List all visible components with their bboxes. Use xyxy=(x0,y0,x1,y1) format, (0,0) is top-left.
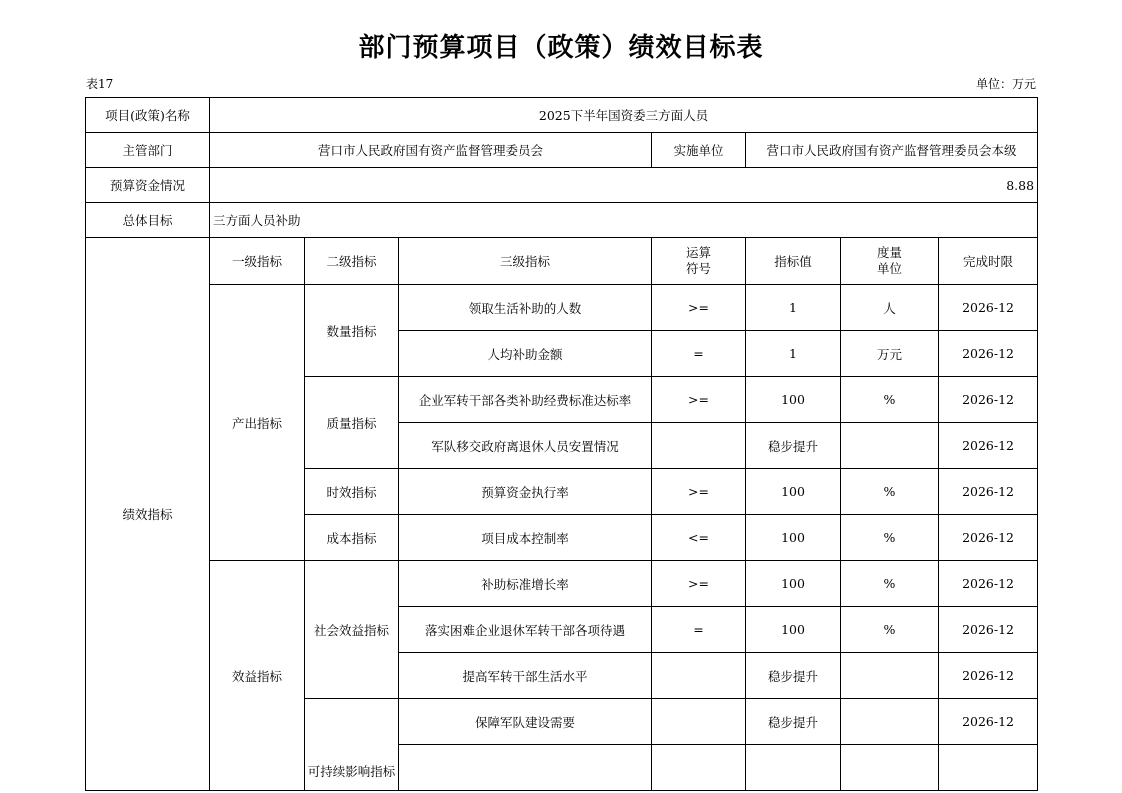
project-name: 2025下半年国资委三方面人员 xyxy=(210,98,1038,133)
header-op-line2: 符号 xyxy=(685,261,711,276)
level2-cost: 成本指标 xyxy=(305,515,399,561)
header-level1: 一级指标 xyxy=(210,238,305,285)
indicator-name xyxy=(399,745,652,791)
table-row xyxy=(86,561,1038,607)
level2-timeliness: 时效指标 xyxy=(305,469,399,515)
budget-row xyxy=(86,168,1038,203)
header-op xyxy=(652,238,746,285)
indicator-value: 100 xyxy=(746,561,841,607)
indicator-op: >= xyxy=(652,561,746,607)
indicator-name: 项目成本控制率 xyxy=(399,515,652,561)
indicator-deadline: 2026-12 xyxy=(939,285,1038,331)
indicator-value: 100 xyxy=(746,515,841,561)
goal-row xyxy=(86,203,1038,238)
indicator-unit xyxy=(841,745,939,791)
level1-benefit: 效益指标 xyxy=(210,561,305,791)
level1-output: 产出指标 xyxy=(210,285,305,561)
indicator-op: = xyxy=(652,331,746,377)
impl-name: 营口市人民政府国有资产监督管理委员会本级 xyxy=(746,133,1038,168)
indicator-name: 提高军转干部生活水平 xyxy=(399,653,652,699)
header-row xyxy=(86,238,1038,285)
header-deadline: 完成时限 xyxy=(939,238,1038,285)
indicator-name: 预算资金执行率 xyxy=(399,469,652,515)
performance-table xyxy=(85,97,1038,779)
table-row xyxy=(86,285,1038,331)
budget-label: 预算资金情况 xyxy=(86,168,210,203)
indicator-deadline: 2026-12 xyxy=(939,699,1038,745)
goal-text: 三方面人员补助 xyxy=(210,203,1038,238)
indicator-deadline: 2026-12 xyxy=(939,331,1038,377)
level2-social: 社会效益指标 xyxy=(305,561,399,699)
indicator-unit: % xyxy=(841,377,939,423)
indicator-unit xyxy=(841,653,939,699)
level2-sustain xyxy=(305,699,399,791)
project-row xyxy=(86,98,1038,133)
indicator-unit: % xyxy=(841,607,939,653)
indicator-name: 企业军转干部各类补助经费标准达标率 xyxy=(399,377,652,423)
indicator-unit: % xyxy=(841,469,939,515)
indicator-name: 保障军队建设需要 xyxy=(399,699,652,745)
indicator-unit: % xyxy=(841,561,939,607)
indicator-deadline: 2026-12 xyxy=(939,423,1038,469)
indicator-unit: % xyxy=(841,515,939,561)
header-op-line1: 运算 xyxy=(685,245,711,260)
page-title: 部门预算项目（政策）绩效目标表 xyxy=(358,33,764,63)
indicator-unit: 万元 xyxy=(841,331,939,377)
header-unit xyxy=(841,238,939,285)
indicator-value: 稳步提升 xyxy=(746,653,841,699)
impl-label: 实施单位 xyxy=(652,133,746,168)
indicator-op: <= xyxy=(652,515,746,561)
indicator-deadline xyxy=(939,745,1038,791)
level2-quantity: 数量指标 xyxy=(305,285,399,377)
budget-value: 8.88 xyxy=(210,168,1038,203)
indicator-deadline: 2026-12 xyxy=(939,607,1038,653)
goal-label: 总体目标 xyxy=(86,203,210,238)
indicator-op xyxy=(652,653,746,699)
indicator-op xyxy=(652,745,746,791)
indicator-name: 领取生活补助的人数 xyxy=(399,285,652,331)
header-level3: 三级指标 xyxy=(399,238,652,285)
header-unit-line2: 单位 xyxy=(876,261,902,276)
project-label: 项目(政策)名称 xyxy=(86,98,210,133)
indicator-value: 100 xyxy=(746,607,841,653)
indicator-deadline: 2026-12 xyxy=(939,469,1038,515)
header-level2: 二级指标 xyxy=(305,238,399,285)
level2-quality: 质量指标 xyxy=(305,377,399,469)
indicator-op xyxy=(652,699,746,745)
indicator-unit: 人 xyxy=(841,285,939,331)
indicator-op: = xyxy=(652,607,746,653)
dept-label: 主管部门 xyxy=(86,133,210,168)
indicator-name: 军队移交政府离退休人员安置情况 xyxy=(399,423,652,469)
unit-label: 单位：万元 xyxy=(975,77,1036,91)
indicator-value: 100 xyxy=(746,377,841,423)
indicator-op: >= xyxy=(652,469,746,515)
indicator-unit xyxy=(841,699,939,745)
indicator-value: 稳步提升 xyxy=(746,423,841,469)
header-unit-line1: 度量 xyxy=(876,245,902,260)
indicator-op: >= xyxy=(652,285,746,331)
dept-name: 营口市人民政府国有资产监督管理委员会 xyxy=(210,133,652,168)
department-row xyxy=(86,133,1038,168)
indicator-value: 1 xyxy=(746,285,841,331)
indicator-deadline: 2026-12 xyxy=(939,515,1038,561)
indicator-name: 补助标准增长率 xyxy=(399,561,652,607)
indicator-value: 100 xyxy=(746,469,841,515)
indicator-op xyxy=(652,423,746,469)
indicator-deadline: 2026-12 xyxy=(939,653,1038,699)
table-number: 表17 xyxy=(86,77,114,91)
indicator-value: 1 xyxy=(746,331,841,377)
indicator-value xyxy=(746,745,841,791)
indicator-deadline: 2026-12 xyxy=(939,561,1038,607)
level2-sustain-label: 可持续影响指标 xyxy=(307,763,396,779)
indicator-name: 落实困难企业退休军转干部各项待遇 xyxy=(399,607,652,653)
indicator-op: >= xyxy=(652,377,746,423)
indicator-deadline: 2026-12 xyxy=(939,377,1038,423)
indicator-unit xyxy=(841,423,939,469)
indicator-value: 稳步提升 xyxy=(746,699,841,745)
perf-label: 绩效指标 xyxy=(86,238,210,791)
indicator-name: 人均补助金额 xyxy=(399,331,652,377)
header-value: 指标值 xyxy=(746,238,841,285)
